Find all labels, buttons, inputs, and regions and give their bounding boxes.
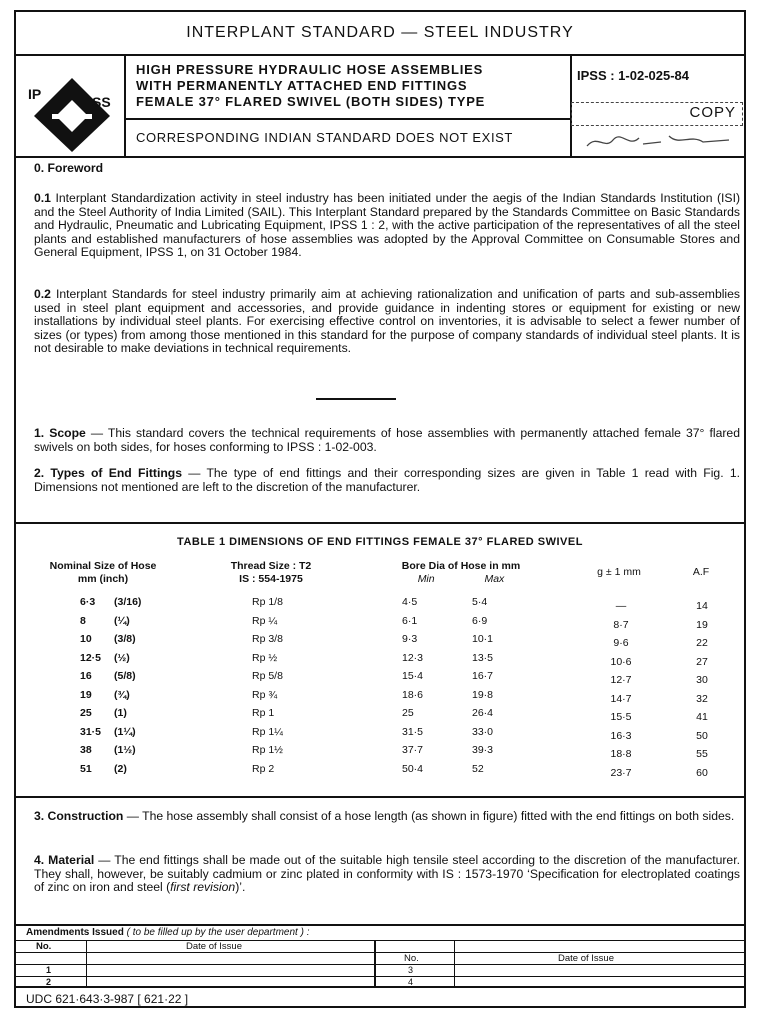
ipss-number: IPSS : 1-02-025-84: [577, 68, 690, 83]
col-header-size: [28, 560, 178, 586]
table-cell-min: 9·3: [402, 633, 418, 645]
table-cell-af: 55: [696, 748, 708, 760]
foreword-heading: 0. Foreword: [34, 161, 104, 175]
table-cell-af: 30: [696, 674, 708, 686]
table-cell-af: 32: [696, 692, 708, 705]
table-cell-af: 19: [696, 618, 708, 631]
table-cell-min: 6·1: [402, 614, 418, 627]
table-cell-thread: Rp ½: [252, 651, 278, 664]
table-cell-g: 14·7: [610, 692, 632, 705]
col-header-min: Min: [417, 573, 435, 585]
table-cell-inch: (3/16): [114, 596, 142, 608]
table-cell-af: 41: [696, 711, 708, 723]
table-cell-min: 31·5: [402, 725, 424, 738]
col-header-bore-line1: Bore Dia of Hose in mm: [401, 560, 521, 572]
table-cell-g: 15·5: [610, 711, 632, 723]
table-cell-max: 16·7: [472, 670, 494, 682]
col-header-thread: [206, 560, 336, 586]
table-cell-mm: 16: [80, 670, 92, 682]
table-title: TABLE 1 DIMENSIONS OF END FITTINGS FEMALE 37° FLARED SWIVEL: [177, 536, 583, 548]
table-cell-mm: 19: [80, 688, 92, 701]
table-cell-max: 52: [472, 762, 484, 775]
copy-stamp-text: COPY: [689, 104, 736, 121]
table-cell-min: 18·6: [402, 688, 424, 701]
table-cell-min: 4·5: [402, 596, 418, 608]
handwritten-signature-icon: [583, 130, 733, 152]
col-header-max: Max: [484, 573, 505, 585]
scope-section: [34, 427, 740, 454]
table-cell-inch: (1½): [114, 744, 136, 756]
table-cell-thread: Rp ¾: [252, 688, 278, 701]
material-tail: )’.: [235, 880, 246, 894]
col-header-thread-line2: IS : 554-1975: [239, 573, 303, 585]
table-cell-thread: Rp 1: [252, 707, 275, 719]
para-text: Interplant Standards for steel industry primarily aim at achieving rationalization and unification of parts and sub-assemblies used in steel plant equipment and accessories, and provide guidance in indenting stores or equipment for existing or new installations by individual steel plants. For exercising effective control on inventories, it is advisable to select a fewer number of sizes (or types) from among those mentioned in this standard for the purpose of company standards of individual steel plants. It is not desirable to make deviations in technical requirements.: [34, 287, 741, 355]
table-cell-mm: 31·5: [80, 725, 102, 738]
types-text: — The type of end fittings and their corresponding sizes are given in Table 1 read with Fig. 1. Dimensions not mentioned are left to the discretion of the manufacturer.: [34, 466, 740, 494]
table-cell-g: 8·7: [613, 618, 629, 631]
table-cell-g: 9·6: [613, 637, 629, 649]
types-heading: 2. Types of End Fittings: [34, 466, 183, 480]
material-text: — The end fittings shall be made out of the suitable high tensile steel according to the discretion of the manufacturer. They shall, however, be suitably cadmium or zinc plated in conformity with IS : 1573-1970 ‘Specification for electroplated coatings of zinc on iron and steel (: [34, 853, 740, 894]
document-page: [14, 10, 746, 1008]
table-cell-max: 6·9: [472, 614, 488, 627]
amend-col-no-left: No.: [36, 941, 52, 952]
table-cell-g: 12·7: [610, 674, 632, 686]
corresponding-standard-note: CORRESPONDING INDIAN STANDARD DOES NOT EXIST: [126, 118, 570, 154]
table-cell-af: 14: [696, 600, 708, 612]
header-block: [16, 56, 744, 158]
table-top-rule: [16, 522, 744, 524]
foreword-para-1: [34, 192, 740, 260]
table-cell-max: 5·4: [472, 596, 488, 608]
table-cell-inch: (½): [114, 651, 130, 664]
table-cell-af: 60: [696, 766, 708, 779]
para-number: 0.1: [34, 191, 51, 205]
udc-number: UDC 621·643·3-987 [ 621·22 ]: [16, 986, 744, 1008]
col-header-bore-minmax: [376, 573, 546, 586]
table-cell-max: 10·1: [472, 633, 494, 645]
table-cell-inch: (1¼): [114, 725, 136, 738]
table-cell-inch: (3/8): [114, 633, 136, 645]
standard-series-title: INTERPLANT STANDARD — STEEL INDUSTRY: [16, 12, 744, 56]
construction-text: — The hose assembly shall consist of a hose length (as shown in figure) fitted with the end fittings on both sides.: [123, 809, 735, 823]
header-id-block: [571, 56, 746, 156]
construction-section: [34, 810, 740, 824]
amend-col-no-right: No.: [404, 953, 419, 964]
copy-stamp: [571, 102, 743, 126]
table-cell-max: 13·5: [472, 651, 494, 664]
amend-row-2: 2: [46, 977, 52, 987]
table-cell-thread: Rp ¼: [252, 614, 278, 627]
table-cell-max: 19·8: [472, 688, 494, 701]
amend-row-1: 1: [46, 965, 52, 975]
title-line-3: FEMALE 37° FLARED SWIVEL (BOTH SIDES) TYPE: [136, 94, 486, 109]
ipss-logo: [22, 64, 122, 152]
table-cell-mm: 6·3: [80, 596, 96, 608]
standard-title: [136, 62, 485, 110]
logo-text-ss: SS: [92, 94, 111, 110]
table-cell-inch: (1): [114, 707, 127, 719]
title-line-2: WITH PERMANENTLY ATTACHED END FITTINGS: [136, 78, 468, 93]
material-revision: first revision: [170, 880, 236, 894]
table-cell-thread: Rp 1¼: [252, 725, 283, 738]
construction-heading: 3. Construction: [34, 809, 124, 823]
foreword-para-2: [34, 288, 740, 356]
table-cell-af: 27: [696, 655, 708, 668]
amend-col-date-left: Date of Issue: [186, 941, 242, 952]
table-cell-thread: Rp 3/8: [252, 633, 283, 645]
table-cell-inch: (5/8): [114, 670, 136, 682]
table-cell-thread: Rp 1½: [252, 744, 283, 756]
material-section: [34, 854, 740, 895]
table-cell-g: 16·3: [610, 729, 632, 742]
para-text: Interplant Standardization activity in steel industry has been initiated under the aegis of the Indian Standards Institution (ISI) and the Steel Authority of India Limited (SAIL). This Interplant Standard prepared by the Standards Committee on Basic Standards and Hydraulic, Pneumatic and Lubricating Equipment, IPSS 1 : 2, with the active participation of the representatives of all the steel plants and established manufacturers of hose assemblies was adopted by the Approval Committee on Consumable Stores and General Equipment, IPSS 1, on 31 October 1984.: [34, 191, 741, 259]
table-cell-thread: Rp 5/8: [252, 670, 283, 682]
col-header-size-line1: Nominal Size of Hose: [49, 560, 157, 572]
types-section: [34, 467, 740, 494]
table-cell-af: 22: [696, 637, 708, 649]
amendments-title-text: Amendments Issued: [26, 927, 124, 938]
amend-row-3: 3: [408, 965, 414, 975]
table-cell-g: —: [615, 600, 627, 612]
table-cell-mm: 8: [80, 614, 86, 627]
amend-row-4: 4: [408, 977, 414, 987]
table-cell-thread: Rp 2: [252, 762, 275, 775]
col-header-g: g ± 1 mm: [597, 566, 641, 578]
material-heading: 4. Material: [34, 853, 95, 867]
col-header-thread-line1: Thread Size : T2: [230, 560, 312, 572]
table-cell-thread: Rp 1/8: [252, 596, 283, 608]
table-cell-g: 10·6: [610, 655, 632, 668]
table-cell-mm: 12·5: [80, 651, 102, 664]
table-cell-max: 33·0: [472, 725, 494, 738]
col-header-bore: [376, 560, 546, 586]
logo-text-ip: IP: [28, 86, 42, 102]
header-title-block: [124, 56, 572, 156]
table-cell-min: 15·4: [402, 670, 424, 682]
table-cell-g: 23·7: [610, 766, 632, 779]
table-cell-max: 26·4: [472, 707, 494, 719]
amend-col-date-right: Date of Issue: [558, 953, 614, 964]
table-cell-mm: 38: [80, 744, 92, 756]
table-cell-mm: 10: [80, 633, 92, 645]
table-cell-g: 18·8: [610, 748, 632, 760]
table-cell-min: 37·7: [402, 744, 424, 756]
table-cell-inch: (2): [114, 762, 127, 775]
table-cell-mm: 25: [80, 707, 92, 719]
col-header-size-line2: mm (inch): [77, 573, 129, 585]
amendments-title: [26, 927, 309, 938]
scope-heading: 1. Scope: [34, 426, 86, 440]
amendments-table: [16, 924, 744, 988]
table-cell-min: 50·4: [402, 762, 424, 775]
table-cell-inch: (¾): [114, 688, 130, 701]
table-cell-min: 25: [402, 707, 414, 719]
title-line-1: HIGH PRESSURE HYDRAULIC HOSE ASSEMBLIES: [136, 62, 484, 77]
table-cell-mm: 51: [80, 762, 92, 775]
amendments-note: ( to be filled up by the user department ) :: [126, 927, 310, 938]
para-number: 0.2: [34, 287, 51, 301]
col-header-af: A.F: [692, 566, 710, 578]
scope-text: — This standard covers the technical requirements of hose assemblies with permanently attached female 37° flared swivels on both sides, for hoses conforming to IPSS : 1-02-003.: [34, 426, 740, 454]
table-bottom-rule: [16, 796, 744, 798]
table-cell-inch: (¼): [114, 614, 130, 627]
table-cell-min: 12·3: [402, 651, 424, 664]
table-cell-max: 39·3: [472, 744, 494, 756]
table-cell-af: 50: [696, 729, 708, 742]
section-divider: [316, 398, 396, 400]
